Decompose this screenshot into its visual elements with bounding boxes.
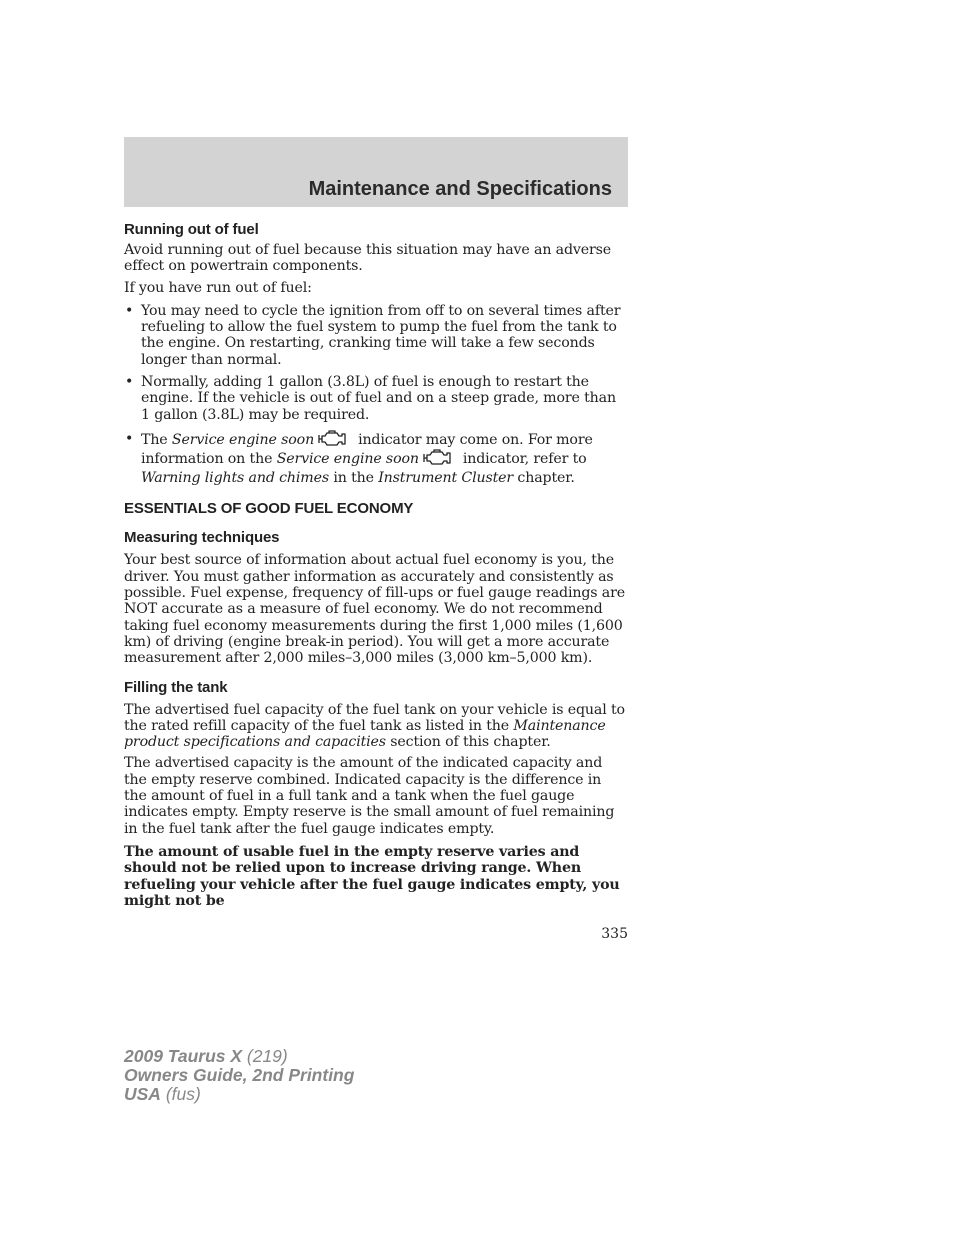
paragraph bbox=[124, 702, 628, 751]
warning-paragraph: The amount of usable fuel in the empty reserve varies and should not be relied upon to increase driving range. When refueling your vehicle after the fuel gauge indicates empty, you might not be bbox=[124, 843, 620, 909]
bullet-marker: • bbox=[125, 374, 134, 391]
heading-filling-the-tank: Filling the tank bbox=[124, 678, 228, 696]
paragraph-text: The advertised fuel capacity of the fuel tank on your vehicle is equal to the rated refill capacity of the fuel tank as listed in the bbox=[124, 701, 625, 734]
heading-essentials-fuel-economy: ESSENTIALS OF GOOD FUEL ECONOMY bbox=[124, 500, 414, 518]
list-item-text: indicator may come on. For more information on the bbox=[141, 431, 593, 468]
bullet-marker: • bbox=[125, 302, 134, 319]
italic-ref: Maintenance product specifications and capacities bbox=[124, 717, 606, 751]
footer-model: 2009 Taurus X bbox=[124, 1046, 243, 1066]
footer-code: (fus) bbox=[160, 1084, 201, 1104]
italic-ref: Instrument Cluster bbox=[378, 469, 514, 486]
footer-market: USA bbox=[124, 1084, 161, 1104]
list-item-text: indicator, refer to bbox=[462, 451, 587, 468]
footer-line bbox=[124, 1047, 354, 1066]
footer-line bbox=[124, 1066, 354, 1085]
footer-imprint bbox=[124, 1047, 354, 1104]
page-number: 335 bbox=[601, 926, 628, 942]
page-content bbox=[124, 221, 628, 914]
paragraph: If you have run out of fuel: bbox=[124, 279, 312, 296]
list-item-text: chapter. bbox=[513, 469, 575, 486]
list-item bbox=[124, 374, 628, 423]
section-header-band bbox=[124, 137, 628, 207]
italic-ref: Service engine soon bbox=[171, 431, 315, 448]
footer-printing: Owners Guide, 2nd Printing bbox=[124, 1065, 355, 1085]
check-engine-icon bbox=[318, 430, 348, 448]
list-item-text: The bbox=[141, 431, 172, 448]
heading-running-out-of-fuel: Running out of fuel bbox=[124, 221, 259, 238]
paragraph: Your best source of information about actual fuel economy is you, the driver. You must gather information as accurately and consistently as possible. Fuel expense, frequency of fill-ups or fuel gauge readings are NOT accurate as a measure of fuel economy. We do not recommend taking fuel economy measurements during the first 1,000 miles (1,600 km) of driving (engine break-in period). You will get a more accurate measurement after 2,000 miles–3,000 miles (3,000 km–5,000 km). bbox=[124, 552, 625, 667]
italic-ref: Service engine soon bbox=[276, 451, 419, 468]
bullet-marker: • bbox=[125, 430, 134, 447]
list-item-text: You may need to cycle the ignition from off to on several times after refueling to allow the fuel system to pump the fuel from the tank to the engine. On restarting, cranking time will take a few seconds longer than normal. bbox=[141, 302, 621, 368]
section-title: Maintenance and Specifications bbox=[308, 178, 612, 200]
paragraph: Avoid running out of fuel because this situation may have an adverse effect on powertrain components. bbox=[124, 242, 612, 275]
list-item bbox=[124, 303, 628, 368]
list-item-text: in the bbox=[328, 469, 379, 486]
list-item bbox=[124, 430, 628, 488]
footer-code: (219) bbox=[242, 1046, 288, 1066]
paragraph: The advertised capacity is the amount of the indicated capacity and the empty reserve combined. Indicated capacity is the difference in the amount of fuel in a full tank and a tank when the fuel gauge indicates empty. Empty reserve is the small amount of fuel remaining in the fuel tank after the fuel gauge indicates empty. bbox=[124, 755, 615, 837]
paragraph-text: section of this chapter. bbox=[385, 734, 551, 751]
list-item-text: Normally, adding 1 gallon (3.8L) of fuel is enough to restart the engine. If the vehicle is out of fuel and on a steep grade, more than 1 gallon (3.8L) may be required. bbox=[141, 374, 616, 423]
italic-ref: Warning lights and chimes bbox=[141, 469, 329, 486]
check-engine-icon bbox=[423, 449, 453, 467]
bullet-list bbox=[124, 303, 628, 488]
footer-line bbox=[124, 1085, 354, 1104]
heading-measuring-techniques: Measuring techniques bbox=[124, 529, 280, 547]
